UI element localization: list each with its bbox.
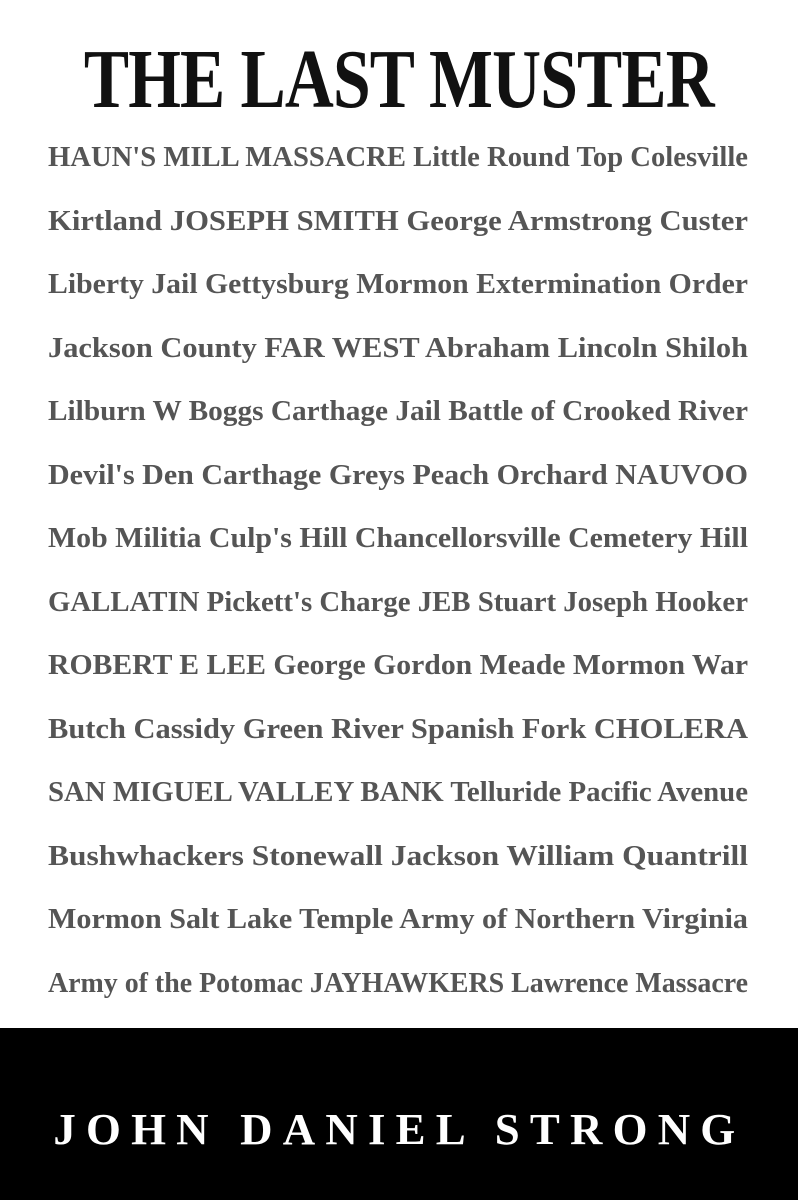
word-line: SAN MIGUEL VALLEY BANK Telluride Pacific Avenue — [48, 777, 748, 808]
word-line: ROBERT E LEE George Gordon Meade Mormon War — [48, 650, 749, 681]
word-line: HAUN'S MILL MASSACRE Little Round Top Colesville — [48, 142, 748, 173]
book-title: THE LAST MUSTER — [84, 33, 714, 126]
word-line: Mob Militia Culp's Hill Chancellorsville Cemetery Hill — [48, 523, 749, 554]
word-line: Mormon Salt Lake Temple Army of Northern Virginia — [48, 904, 748, 935]
word-line: GALLATIN Pickett's Charge JEB Stuart Joseph Hooker — [48, 586, 748, 618]
author-band — [0, 1028, 798, 1200]
word-line: Kirtland JOSEPH SMITH George Armstrong Custer — [48, 205, 748, 237]
word-line: Bushwhackers Stonewall Jackson William Quantrill — [48, 840, 748, 872]
author-name: JOHN DANIEL STRONG — [52, 1105, 745, 1154]
word-list — [48, 126, 748, 1015]
word-line: Jackson County FAR WEST Abraham Lincoln Shiloh — [48, 332, 748, 364]
word-line: Lilburn W Boggs Carthage Jail Battle of Crooked River — [48, 396, 748, 427]
word-line: Butch Cassidy Green River Spanish Fork CHOLERA — [48, 713, 748, 745]
word-line: Army of the Potomac JAYHAWKERS Lawrence Massacre — [48, 967, 748, 999]
word-line: Liberty Jail Gettysburg Mormon Extermination Order — [48, 269, 748, 300]
word-line: Devil's Den Carthage Greys Peach Orchard NAUVOO — [48, 459, 748, 491]
